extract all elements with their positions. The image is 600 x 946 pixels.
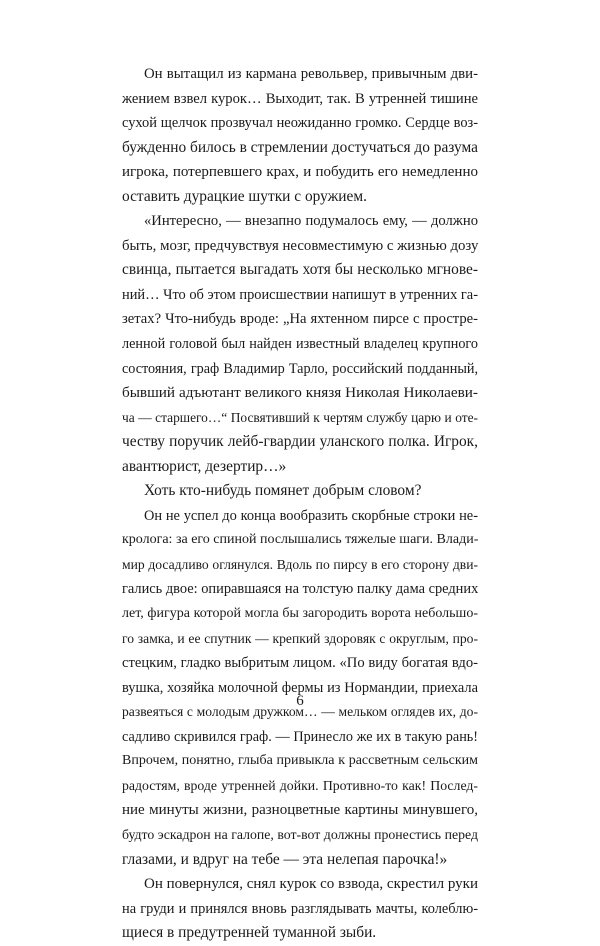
text-line: садливо скривился граф. — Принесло же их в такую рань! — [122, 728, 478, 745]
text-line: оставить дурацкие шутки с оружием. — [122, 187, 367, 205]
text-line: ний… Что об этом происшествии напишут в утренних га- — [122, 286, 478, 303]
text-line: Впрочем, понятно, глыба привыкла к рассветным сельским — [122, 753, 478, 769]
text-line: Он вытащил из кармана револьвер, привычным дви- — [144, 66, 478, 82]
text-line: бужденно билось в стремлении достучаться до разума — [122, 138, 479, 156]
text-line: щиеся в предутренней туманной зыби. — [122, 924, 377, 942]
text-line: вушка, хозяйка молочной фермы из Нормандии, приехала — [122, 679, 478, 696]
text-line: ние минуты жизни, разноцветные картины минувшего, — [122, 802, 478, 819]
text-line: Он повернулся, снял курок со взвода, скрестил руки — [144, 876, 478, 893]
text-line: лет, фигура которой могла бы загородить ворота небольшо- — [122, 606, 478, 622]
text-line: ленной головой был найден известный владелец крупного — [122, 336, 478, 353]
text-line: честву поручик лейб-гвардии уланского полка. Игрок, — [122, 433, 478, 451]
text-line: «Интересно, — внезапно подумалось ему, — должно — [144, 213, 478, 230]
text-line: быть, мозг, предчувствуя несовместимую с жизнью дозу — [122, 237, 479, 254]
text-line: жением взвел курок… Выходит, так. В утренней тишине — [122, 90, 478, 107]
text-line: го замка, и ее спутник — крепкий здоровяк с округлым, про- — [122, 630, 478, 646]
text-line: состояния, граф Владимир Тарло, российский подданный, — [122, 360, 478, 377]
text-line: Хоть кто-нибудь помянет добрым словом? — [144, 482, 422, 500]
text-line: глазами, и вдруг на тебе — эта нелепая парочка!» — [122, 850, 448, 868]
text-line: гались двое: опиравшаяся на толстую палку дама средних — [122, 581, 479, 598]
text-line: свинца, пытается выгадать хотя бы несколько мгнове- — [122, 261, 478, 279]
text-line: развеяться с молодым дружком… — мельком оглядев их, до- — [122, 704, 478, 720]
text-line: на груди и принялся вновь разглядывать мачты, колеблю- — [122, 900, 478, 917]
text-line: мир досадливо оглянулся. Вдоль по пирсу в его сторону дви- — [122, 556, 478, 572]
text-line: игрока, потерпевшего крах, и побудить его немедленно — [122, 164, 478, 181]
text-line: зетах? Что-нибудь вроде: „На яхтенном пирсе с простре- — [122, 311, 478, 328]
text-line: кролога: за его спиной послышались тяжелые шаги. Влади- — [122, 532, 479, 548]
text-line: будто эскадрон на галопе, вот-вот должны пронестись перед — [122, 826, 478, 842]
body-text — [122, 62, 478, 946]
text-line: бывший адъютант великого князя Николая Николаеви- — [122, 384, 478, 402]
text-line: стецким, гладко выбритым лицом. «По виду богатая вдо- — [122, 655, 478, 672]
text-line: авантюрист, дезертир…» — [122, 457, 287, 475]
text-line: ча — старшего…“ Посвятивший к чертям службу царю и оте- — [122, 409, 478, 425]
page-number: 6 — [296, 693, 304, 709]
text-line: радостям, вроде утренней дойки. Противно-то как! Послед- — [122, 777, 478, 793]
text-line: Он не успел до конца вообразить скорбные строки не- — [144, 507, 478, 524]
text-line: сухой щелчок прозвучал неожиданно громко. Сердце воз- — [122, 115, 478, 132]
